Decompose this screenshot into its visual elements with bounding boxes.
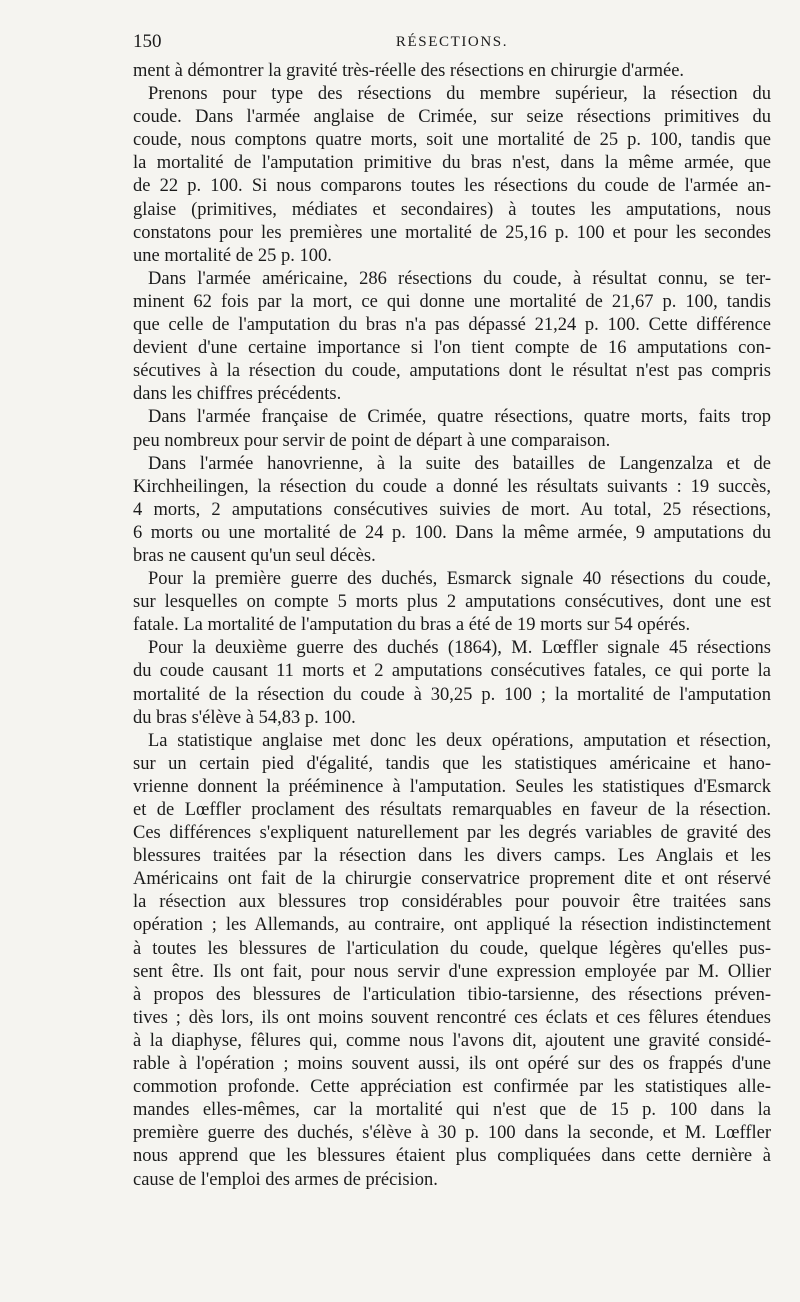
text-line: de 22 p. 100. Si nous comparons toutes les résections du coude de l'armée an- xyxy=(133,176,771,197)
text-line: et de Lœffler proclament des résultats remarquables en faveur de la résection. xyxy=(133,800,771,820)
paragraph xyxy=(133,730,771,1192)
text-line: à toutes les blessures de l'articulation du coude, quelque légères qu'elles pus- xyxy=(133,938,771,959)
text-line: devient d'une certaine importance si l'on tient compte de 16 amputations con- xyxy=(133,338,771,359)
text-line: coude. Dans l'armée anglaise de Crimée, sur seize résections primitives du xyxy=(133,107,771,128)
text-line: Prenons pour type des résections du membre supérieur, la résection du xyxy=(148,84,771,105)
text-line: Pour la deuxième guerre des duchés (1864), M. Lœffler signale 45 résections xyxy=(148,638,771,659)
text-line: la mortalité de l'amputation primitive du bras n'est, dans la même armée, que xyxy=(133,153,771,174)
paragraph xyxy=(133,406,771,452)
text-line: Américains ont fait de la chirurgie conservatrice proprement dite et ont réservé xyxy=(133,869,771,890)
text-line: bras ne causent qu'un seul décès. xyxy=(133,545,376,566)
text-line: sécutives à la résection du coude, amputations dont le résultat n'est pas compris xyxy=(133,361,771,382)
paragraph xyxy=(133,83,771,268)
text-line: constatons pour les premières une mortalité de 25,16 p. 100 et pour les secondes xyxy=(133,222,771,243)
text-line: fatale. La mortalité de l'amputation du bras a été de 19 morts sur 54 opérés. xyxy=(133,615,691,636)
paragraph xyxy=(133,268,771,407)
text-line: sur lesquelles on compte 5 morts plus 2 amputations consécutives, dont une est xyxy=(133,592,771,613)
text-line: blessures traitées par la résection dans les divers camps. Les Anglais et les xyxy=(133,846,771,867)
text-line: commotion profonde. Cette appréciation est confirmée par les statistiques alle- xyxy=(133,1077,771,1098)
text-line: Ces différences s'expliquent naturellement par les degrés variables de gravité des xyxy=(133,823,771,844)
text-line: ment à démontrer la gravité très-réelle des résections en chirurgie d'armée. xyxy=(133,61,685,81)
text-line: Dans l'armée américaine, 286 résections du coude, à résultat connu, se ter- xyxy=(148,268,771,289)
text-line: tives ; dès lors, ils ont moins souvent rencontré ces éclats et ces fêlures étendues xyxy=(133,1007,771,1028)
paragraph xyxy=(133,568,771,637)
text-line: coude, nous comptons quatre morts, soit une mortalité de 25 p. 100, tandis que xyxy=(133,130,771,151)
text-line: Pour la première guerre des duchés, Esmarck signale 40 résections du coude, xyxy=(148,569,771,590)
text-line: rable à l'opération ; moins souvent aussi, ils ont opéré sur des os frappés d'une xyxy=(133,1054,771,1075)
text-line: à propos des blessures de l'articulation tibio-tarsienne, des résections préven- xyxy=(133,984,771,1005)
text-line: mortalité de la résection du coude à 30,25 p. 100 ; la mortalité de l'amputation xyxy=(133,684,771,705)
text-line: 4 morts, 2 amputations consécutives suivies de mort. Au total, 25 résections, xyxy=(133,499,771,520)
text-line: du bras s'élève à 54,83 p. 100. xyxy=(133,707,356,728)
text-line: mandes elles-mêmes, car la mortalité qui n'est que de 15 p. 100 dans la xyxy=(133,1100,771,1121)
paragraph xyxy=(133,453,771,568)
running-title: RÉSECTIONS. xyxy=(395,34,509,50)
text-line: première guerre des duchés, s'élève à 30 p. 100 dans la seconde, et M. Lœffler xyxy=(133,1123,771,1144)
body-text xyxy=(133,60,771,1192)
text-line: minent 62 fois par la mort, ce qui donne une mortalité de 21,67 p. 100, tandis xyxy=(133,291,771,312)
text-line: dans les chiffres précédents. xyxy=(133,384,342,405)
text-line: sur un certain pied d'égalité, tandis que les statistiques américaine et hano- xyxy=(133,753,771,774)
text-line: une mortalité de 25 p. 100. xyxy=(133,245,332,266)
text-line: Kirchheilingen, la résection du coude a donné les résultats suivants : 19 succès, xyxy=(133,476,771,497)
running-header xyxy=(133,30,771,54)
text-line: du coude causant 11 morts et 2 amputations consécutives fatales, ce qui porte la xyxy=(133,661,771,682)
text-line: cause de l'emploi des armes de précision. xyxy=(133,1169,438,1190)
text-line: la résection aux blessures trop considérables pour pouvoir être traitées sans xyxy=(133,892,771,913)
text-line: vrienne donnent la prééminence à l'amputation. Seules les statistiques d'Esmarck xyxy=(133,776,771,797)
text-line: opération ; les Allemands, au contraire, ont appliqué la résection indistinctement xyxy=(133,915,771,936)
paragraph xyxy=(133,637,771,729)
paragraph xyxy=(133,60,771,83)
text-line: à la diaphyse, fêlures qui, comme nous l'avons dit, ajoutent une gravité considé- xyxy=(133,1030,771,1051)
text-line: La statistique anglaise met donc les deux opérations, amputation et résection, xyxy=(148,730,771,751)
text-line: peu nombreux pour servir de point de départ à une comparaison. xyxy=(133,430,611,451)
text-line: Dans l'armée française de Crimée, quatre résections, quatre morts, faits trop xyxy=(148,407,771,428)
text-line: nous apprend que les blessures étaient plus compliquées dans cette dernière à xyxy=(133,1146,771,1167)
text-line: glaise (primitives, médiates et secondaires) à toutes les amputations, nous xyxy=(133,199,771,220)
text-line: Dans l'armée hanovrienne, à la suite des batailles de Langenzalza et de xyxy=(148,453,771,474)
text-line: 6 morts ou une mortalité de 24 p. 100. Dans la même armée, 9 amputations du xyxy=(133,522,771,543)
text-line: sent être. Ils ont fait, pour nous servir d'une expression employée par M. Ollier xyxy=(133,961,771,982)
text-line: que celle de l'amputation du bras n'a pas dépassé 21,24 p. 100. Cette différence xyxy=(133,315,771,336)
page-number: 150 xyxy=(133,31,162,52)
